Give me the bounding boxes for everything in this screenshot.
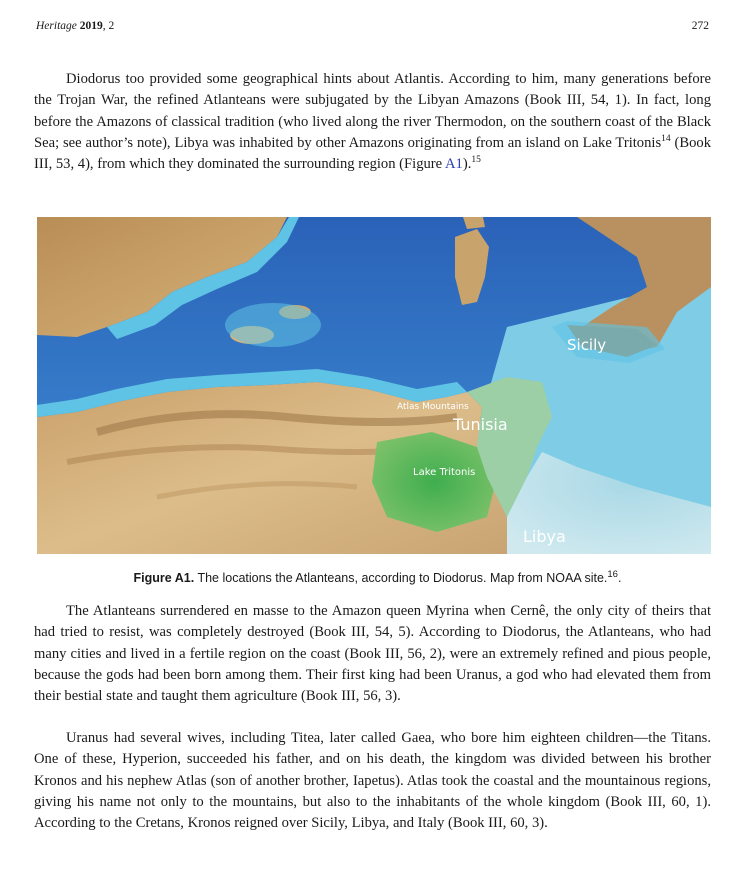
journal-citation [36, 20, 114, 32]
relief-map [37, 217, 711, 554]
footnote-ref-14[interactable]: 14 [661, 134, 671, 145]
paragraph-1-text-c: ). [462, 156, 472, 173]
caption-text: The locations the Atlanteans, according to Diodorus. Map from NOAA site. [194, 571, 608, 585]
paragraph-uranus-wives [34, 728, 711, 834]
label-sicily: Sicily [567, 336, 607, 354]
running-header [36, 20, 709, 36]
paragraph-diodorus-hints [34, 69, 711, 175]
caption-end: . [617, 571, 622, 585]
paragraph-atlanteans-surrendered [34, 601, 711, 707]
label-tunisia: Tunisia [453, 415, 508, 434]
label-lake-tritonis: Lake Tritonis [413, 467, 476, 478]
journal-volume: , 2 [102, 20, 115, 32]
page-number: 272 [691, 20, 709, 32]
balearic-shelf [225, 303, 321, 347]
figure-a1-link[interactable]: A1 [444, 156, 463, 173]
caption-label: Figure A1. [133, 571, 195, 585]
map-figure [37, 217, 711, 554]
journal-name: Heritage [36, 20, 77, 32]
footnote-ref-16[interactable]: 16 [607, 568, 618, 580]
label-atlas-mountains: Atlas Mountains [397, 402, 469, 412]
footnote-ref-15[interactable]: 15 [471, 155, 481, 166]
paragraph-1-text-b: (Book III, 53, 4), from which they dominated the surrounding region (Figure [34, 134, 712, 173]
figure-caption [0, 568, 755, 585]
paragraph-1-text-a: Diodorus too provided some geographical hints about Atlantis. According to him, many generations before the Trojan War, the refined Atlanteans were subjugated by the Libyan Amazons (Book III, 54, 1). In fact, long before the Amazons of classical tradition (who lived along the river Thermodon, on the southern coast of the Black Sea; see author’s note), Libya was inhabited by other Amazons originating from an island on Lake Tritonis [34, 71, 711, 151]
label-libya: Libya [523, 527, 566, 546]
paragraph-2-text: The Atlanteans surrendered en masse to the Amazon queen Myrina when Cernê, the only city of theirs that had tried to resist, was completely destroyed (Book III, 54, 5). According to Diodorus, the Atlanteans, who had many cities and lived in a fertile region on the coast (Book III, 56, 2), were an extremely refined and pious people, because the gods had been born among them. Their first king had been Uranus, a god who had elevated them from their bestial state and taught them agriculture (Book III, 56, 3). [34, 603, 711, 705]
paragraph-3-text: Uranus had several wives, including Titea, later called Gaea, who bore him eighteen children—the Titans. One of these, Hyperion, succeeded his father, and on his death, the kingdom was divided between his brother Kronos and his nephew Atlas (son of another brother, Iapetus). Atlas took the coastal and the mountainous regions, giving his name not only to the mountains, but also to the inhabitants of the whole kingdom (Book III, 60, 1). According to the Cretans, Kronos reigned over Sicily, Libya, and Italy (Book III, 60, 3). [34, 730, 711, 832]
journal-year: 2019 [79, 20, 103, 32]
